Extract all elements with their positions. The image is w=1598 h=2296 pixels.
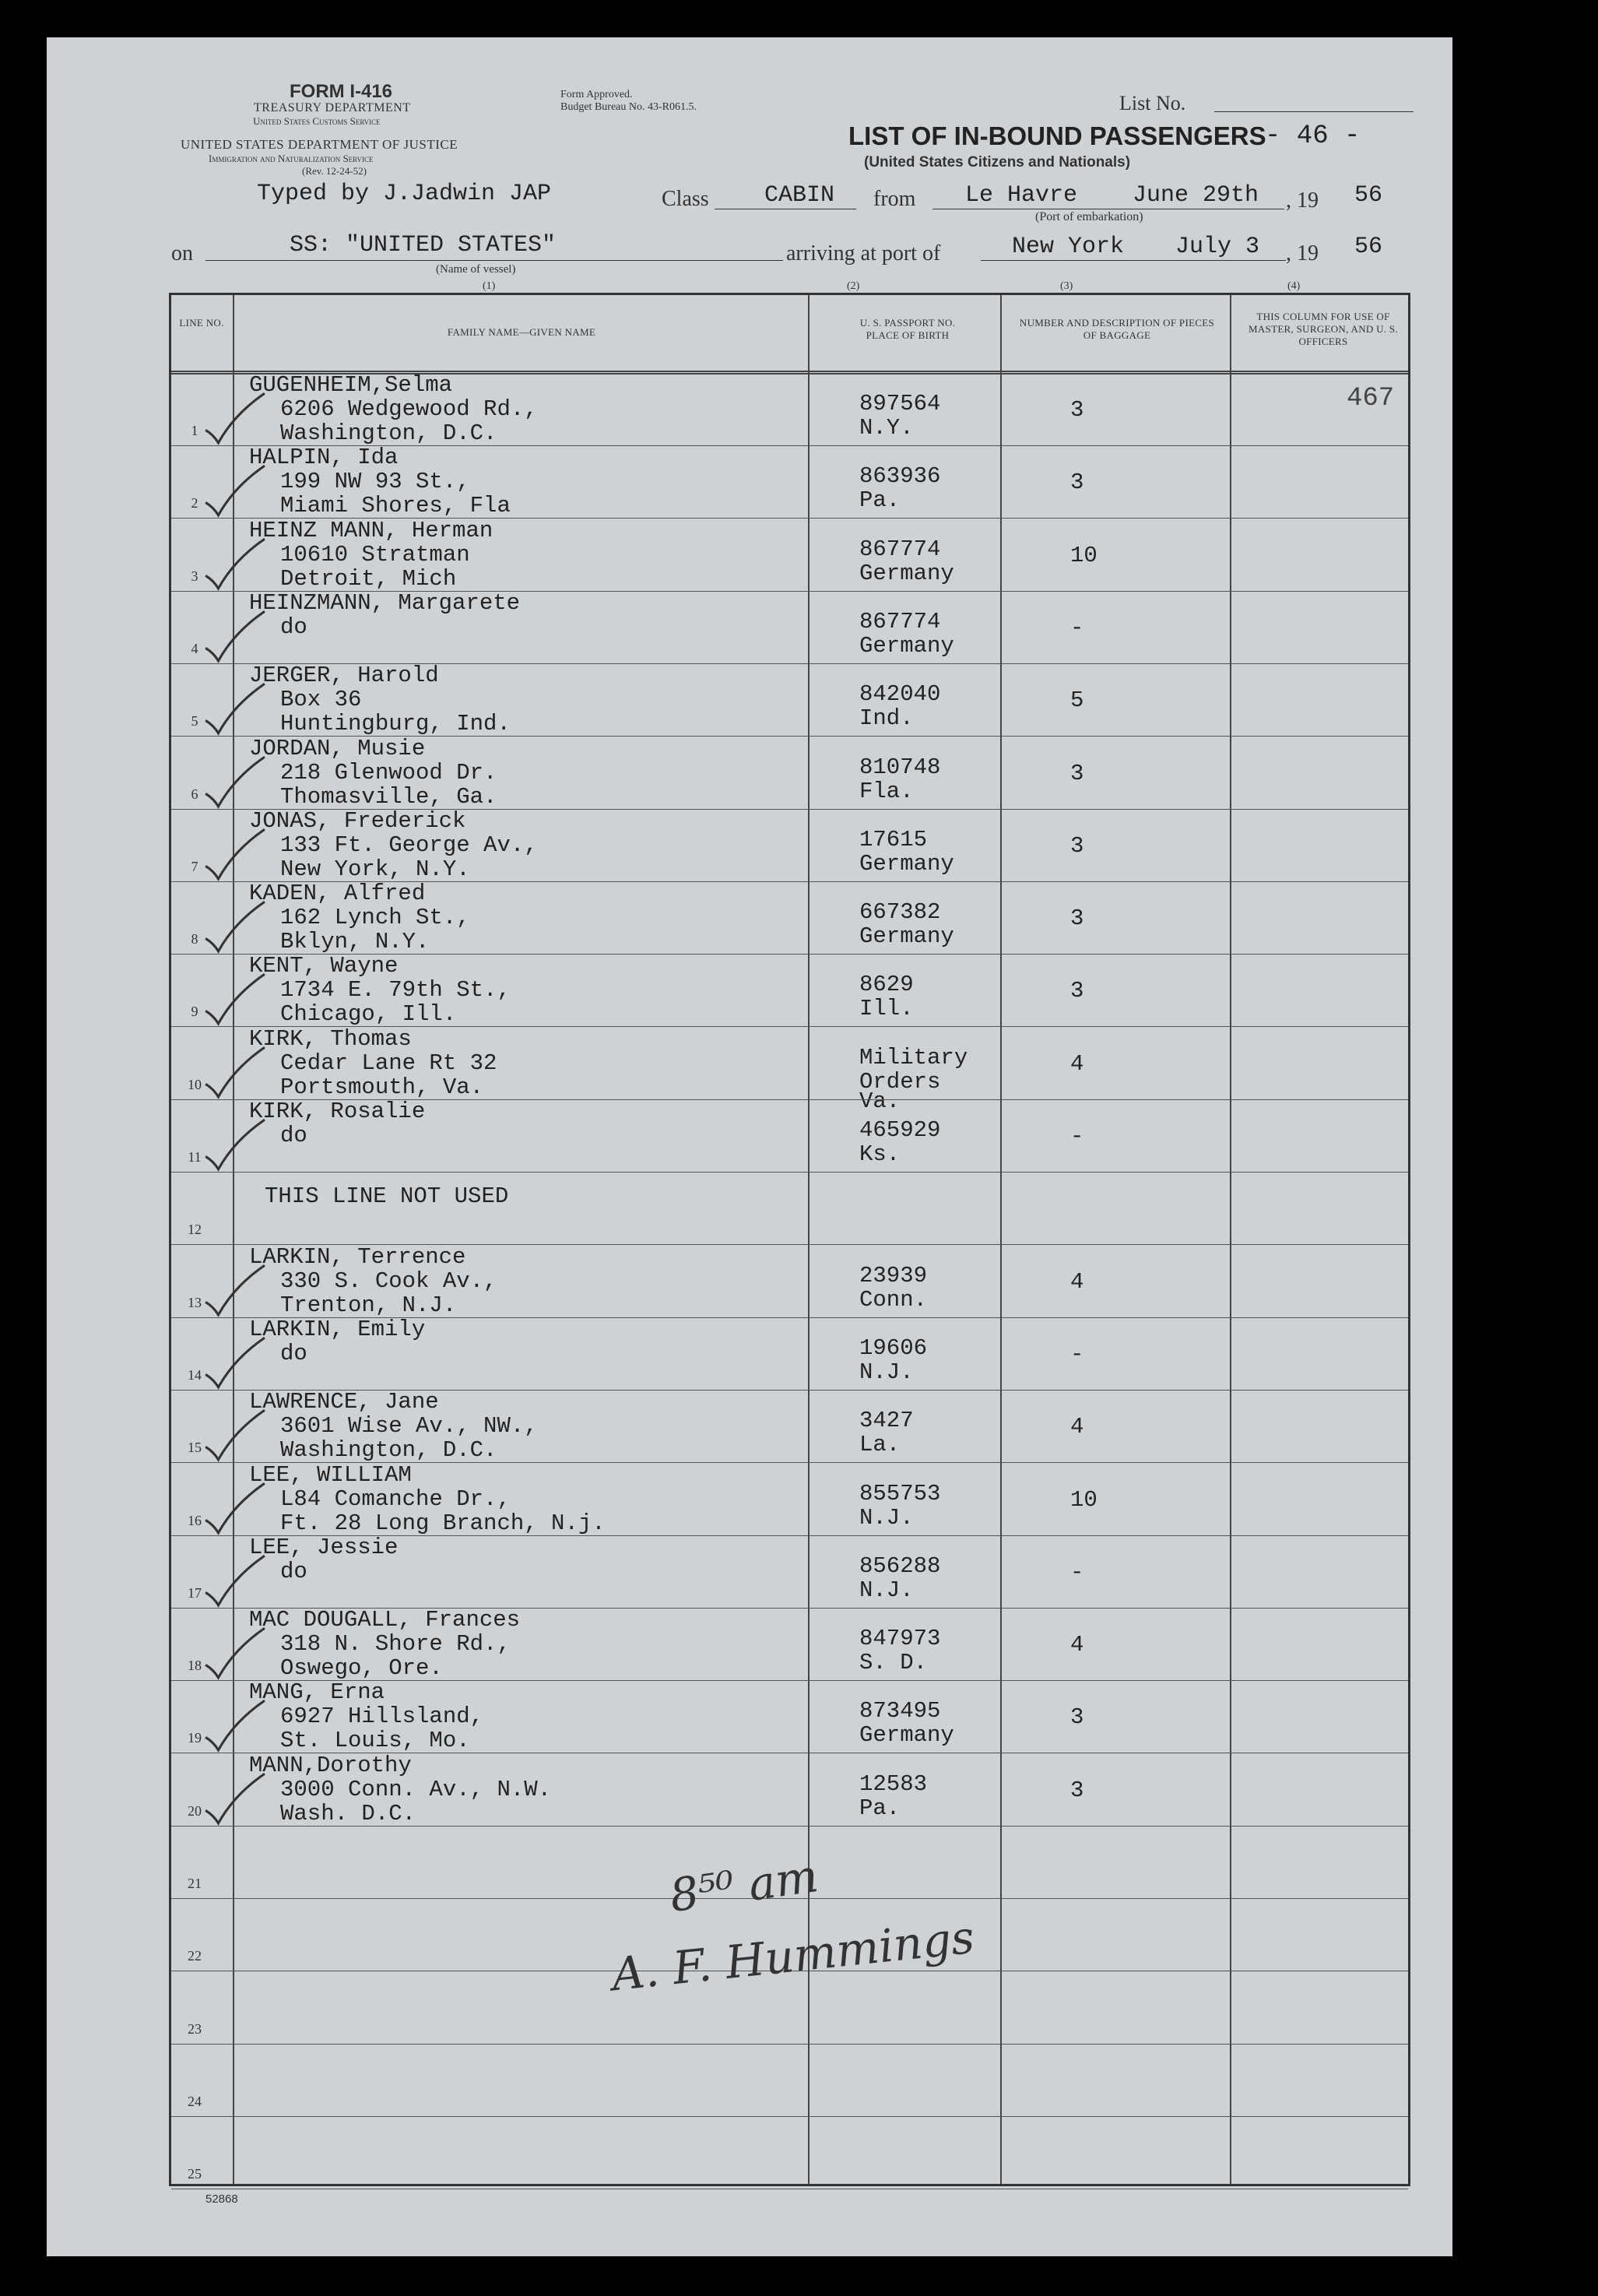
- birthplace: Ill.: [859, 996, 914, 1022]
- line-number: 20: [188, 1802, 202, 1819]
- passport-no: 12583: [859, 1770, 928, 1797]
- port-caption: (Port of embarkation): [1035, 210, 1143, 223]
- passenger-name: HEINZ MANN, Herman: [249, 517, 493, 543]
- vessel-underline: [205, 260, 783, 261]
- passenger-name: HALPIN, Ida: [249, 445, 399, 471]
- line-number: 12: [188, 1222, 202, 1238]
- table-row: [171, 1753, 1408, 1827]
- table-row: [171, 1099, 1408, 1173]
- passport-no: 810748: [859, 754, 941, 780]
- line-number: 13: [188, 1294, 202, 1310]
- checkmark-icon: [202, 390, 266, 446]
- passport-no: 867774: [859, 536, 941, 562]
- list-no-underline: [1214, 111, 1414, 112]
- table-row: [171, 519, 1408, 592]
- doj-label: UNITED STATES DEPARTMENT OF JUSTICE: [181, 137, 458, 152]
- checkmark-icon: [202, 680, 266, 737]
- checkmark-icon: [202, 462, 266, 519]
- col-number-2: (2): [847, 280, 860, 292]
- passenger-name: MANG, Erna: [249, 1679, 385, 1706]
- passport-no: Military: [859, 1044, 968, 1071]
- birthplace: N.J.: [859, 1359, 914, 1385]
- line-number: 14: [188, 1366, 202, 1383]
- passport-no: 856288: [859, 1552, 941, 1579]
- birthplace: N.Y.: [859, 415, 914, 441]
- checkmark-icon: [202, 1262, 266, 1318]
- passport-no: 897564: [859, 391, 941, 417]
- address-line-2: Chicago, Ill.: [280, 1001, 457, 1028]
- birthplace: N.J.: [859, 1577, 914, 1603]
- vessel-caption: (Name of vessel): [436, 263, 516, 276]
- address-line-1: 330 S. Cook Av.,: [280, 1268, 497, 1294]
- birthplace: Fla.: [859, 778, 914, 804]
- birthplace: Pa.: [859, 1795, 901, 1821]
- line-number: 11: [188, 1149, 202, 1165]
- passport-no: 465929: [859, 1117, 941, 1143]
- col-number-1: (1): [483, 280, 496, 292]
- header-name: FAMILY NAME—GIVEN NAME: [447, 326, 596, 338]
- passport-no: 667382: [859, 899, 941, 926]
- birthplace: Germany: [859, 923, 954, 950]
- budget-bureau: Budget Bureau No. 43-R061.5.: [560, 101, 697, 113]
- passenger-name: LEE, Jessie: [249, 1534, 399, 1560]
- line-number: 6: [191, 786, 198, 802]
- revision-label: (Rev. 12-24-52): [302, 165, 367, 177]
- table-row: [171, 1317, 1408, 1391]
- checkmark-icon: [202, 1116, 266, 1173]
- page-title: LIST OF IN-BOUND PASSENGERS: [848, 121, 1266, 150]
- checkmark-icon: [202, 826, 266, 882]
- table-row: [171, 445, 1408, 519]
- line-number: 18: [188, 1658, 202, 1674]
- checkmark-icon: [202, 898, 266, 955]
- baggage-count: 3: [1070, 1777, 1084, 1803]
- passenger-name: LARKIN, Emily: [249, 1316, 426, 1342]
- passenger-name: MANN,Dorothy: [249, 1752, 412, 1778]
- passport-no: 855753: [859, 1480, 941, 1507]
- address-line-1: 133 Ft. George Av.,: [280, 832, 538, 858]
- line-number: 16: [188, 1512, 202, 1528]
- table-row: [171, 1680, 1408, 1753]
- line-number: 15: [188, 1440, 202, 1456]
- line-number: 5: [191, 713, 198, 730]
- address-line-1: Box 36: [280, 687, 362, 713]
- list-no-label: List No.: [1119, 92, 1186, 114]
- passenger-name: THIS LINE NOT USED: [265, 1183, 509, 1210]
- customs-label: United States Customs Service: [253, 115, 381, 127]
- table-row: [171, 1390, 1408, 1463]
- birthplace: Germany: [859, 632, 954, 659]
- baggage-count: 4: [1070, 1268, 1084, 1295]
- checkmark-icon: [202, 754, 266, 810]
- baggage-count: 3: [1070, 1704, 1084, 1731]
- table-row: [171, 2116, 1408, 2189]
- checkmark-icon: [202, 1480, 266, 1536]
- from-year: 56: [1354, 182, 1383, 209]
- passenger-name: JERGER, Harold: [249, 663, 439, 689]
- arrival-year-prefix: , 19: [1286, 241, 1319, 265]
- checkmark-icon: [202, 1407, 266, 1463]
- address-line-1: 3000 Conn. Av., N.W.: [280, 1776, 552, 1802]
- treasury-label: TREASURY DEPARTMENT: [254, 101, 411, 114]
- line-number: 19: [188, 1730, 202, 1746]
- line-number: 24: [188, 2093, 202, 2109]
- checkmark-icon: [202, 1625, 266, 1681]
- checkmark-icon: [202, 1334, 266, 1391]
- ins-label: Immigration and Naturalization Service: [209, 153, 374, 164]
- vessel-name: SS: "UNITED STATES": [290, 232, 557, 258]
- arrival-port: New York: [1012, 234, 1125, 260]
- birthplace: N.J.: [859, 1504, 914, 1531]
- passport-no: 17615: [859, 826, 928, 853]
- address-line-2: Washington, D.C.: [280, 1437, 497, 1464]
- passenger-name: GUGENHEIM,Selma: [249, 372, 453, 398]
- address-line-1: do: [280, 1558, 307, 1584]
- passenger-name: KADEN, Alfred: [249, 881, 426, 907]
- address-line-1: 6206 Wedgewood Rd.,: [280, 396, 538, 422]
- table-row: [171, 1463, 1408, 1536]
- arrival-underline: [981, 260, 1286, 261]
- table-row: [171, 954, 1408, 1027]
- baggage-count: 4: [1070, 1632, 1084, 1658]
- baggage-count: -: [1070, 1341, 1084, 1367]
- arriving-label: arriving at port of: [786, 241, 941, 265]
- line-number: 23: [188, 2020, 202, 2037]
- address-line-2: Miami Shores, Fla: [280, 493, 511, 519]
- line-number: 8: [191, 931, 198, 948]
- checkmark-icon: [202, 536, 266, 592]
- baggage-count: -: [1070, 614, 1084, 641]
- passenger-name: KIRK, Rosalie: [249, 1099, 426, 1124]
- class-value: CABIN: [764, 182, 835, 209]
- birthplace: Pa.: [859, 487, 901, 514]
- passport-no: 873495: [859, 1698, 941, 1725]
- birthplace: Ind.: [859, 705, 914, 732]
- checkmark-icon: [202, 608, 266, 664]
- line-number: 25: [188, 2166, 202, 2182]
- passport-no: 19606: [859, 1334, 928, 1361]
- baggage-count: 4: [1070, 1050, 1084, 1077]
- on-label: on: [171, 241, 193, 265]
- table-row: [171, 1245, 1408, 1318]
- passenger-name: KENT, Wayne: [249, 953, 399, 979]
- handwritten-time: 8⁵⁰ am: [666, 1849, 822, 1922]
- address-line-2: New York, N.Y.: [280, 856, 470, 882]
- table-row: [171, 1608, 1408, 1681]
- page-subtitle: (United States Citizens and Nationals): [864, 154, 1131, 171]
- address-line-2: Detroit, Mich: [280, 565, 457, 592]
- line-number: 7: [191, 858, 198, 874]
- address-line-1: 10610 Stratman: [280, 541, 470, 568]
- address-line-1: do: [280, 1340, 307, 1366]
- address-line-1: 199 NW 93 St.,: [280, 469, 470, 495]
- baggage-count: -: [1070, 1123, 1084, 1149]
- baggage-count: 3: [1070, 469, 1084, 496]
- address-line-2: Thomasville, Ga.: [280, 783, 497, 810]
- address-line-1: 6927 Hillsland,: [280, 1704, 484, 1730]
- table-row: [171, 591, 1408, 664]
- birthplace: Germany: [859, 560, 954, 586]
- line-number: 17: [188, 1584, 202, 1601]
- address-line-1: Cedar Lane Rt 32: [280, 1050, 497, 1076]
- birthplace: Germany: [859, 1722, 954, 1749]
- header-passport: U. S. PASSPORT NO. PLACE OF BIRTH: [859, 317, 956, 341]
- form-number: FORM I-416: [290, 81, 393, 102]
- from-port: Le Havre: [965, 182, 1078, 209]
- from-label: from: [873, 187, 916, 211]
- passport-no: 842040: [859, 681, 941, 708]
- passport-no: 863936: [859, 463, 941, 490]
- birthplace: Germany: [859, 850, 954, 877]
- baggage-count: 10: [1070, 542, 1098, 568]
- checkmark-icon: [202, 1044, 266, 1100]
- passenger-name: JORDAN, Musie: [249, 735, 426, 761]
- col-number-3: (3): [1060, 280, 1073, 292]
- baggage-count: 5: [1070, 687, 1084, 714]
- checkmark-icon: [202, 1770, 266, 1827]
- baggage-count: 3: [1070, 905, 1084, 932]
- baggage-count: 3: [1070, 397, 1084, 423]
- baggage-count: -: [1070, 1559, 1084, 1585]
- baggage-count: 10: [1070, 1486, 1098, 1513]
- table-row: [171, 2044, 1408, 2117]
- passport-no: 23939: [859, 1262, 928, 1289]
- passenger-name: LAWRENCE, Jane: [249, 1389, 439, 1415]
- line-number: 21: [188, 1876, 202, 1891]
- passport-no: 3427: [859, 1408, 914, 1434]
- baggage-count: 3: [1070, 832, 1084, 859]
- passenger-name: MAC DOUGALL, Frances: [249, 1607, 521, 1633]
- passenger-name: KIRK, Thomas: [249, 1025, 412, 1052]
- arrival-date: July 3: [1175, 234, 1260, 260]
- passport-no: 8629: [859, 972, 914, 998]
- from-date: June 29th: [1133, 182, 1259, 209]
- address-line-2: Oswego, Ore.: [280, 1655, 443, 1682]
- passenger-name: HEINZMANN, Margarete: [249, 589, 521, 616]
- checkmark-icon: [202, 1552, 266, 1609]
- line-number: 1: [191, 423, 198, 438]
- address-line-1: do: [280, 1123, 307, 1148]
- address-line-2: Ft. 28 Long Branch, N.j.: [280, 1510, 606, 1536]
- birthplace: S. D.: [859, 1650, 928, 1676]
- birthplace: Orders: [859, 1068, 941, 1095]
- passenger-name: LARKIN, Terrence: [249, 1243, 466, 1270]
- officer-note: 467: [1347, 384, 1395, 413]
- passenger-name: JONAS, Frederick: [249, 807, 466, 834]
- line-number: 22: [188, 1948, 202, 1964]
- line-number: 10: [188, 1076, 202, 1092]
- birthplace: Ks.: [859, 1141, 901, 1167]
- line-number: 9: [191, 1004, 198, 1020]
- birthplace: Conn.: [859, 1286, 928, 1313]
- address-line-2: Washington, D.C.: [280, 420, 497, 446]
- checkmark-icon: [202, 971, 266, 1027]
- table-row: [171, 373, 1408, 446]
- address-line-2: Huntingburg, Ind.: [280, 711, 511, 737]
- address-line-1: 1734 E. 79th St.,: [280, 977, 511, 1004]
- address-line-1: L84 Comanche Dr.,: [280, 1486, 511, 1512]
- form-approved: Form Approved.: [560, 89, 633, 100]
- address-line-2: Bklyn, N.Y.: [280, 929, 430, 955]
- col-number-4: (4): [1287, 280, 1301, 292]
- baggage-count: 4: [1070, 1414, 1084, 1440]
- passenger-name: LEE, WILLIAM: [249, 1461, 412, 1488]
- address-line-1: do: [280, 614, 307, 640]
- birthplace: La.: [859, 1432, 901, 1458]
- address-line-2: Portsmouth, Va.: [280, 1074, 484, 1100]
- footer-code: 52868: [205, 2192, 238, 2206]
- table-row: [171, 663, 1408, 737]
- typed-by: Typed by J.Jadwin JAP: [257, 181, 552, 207]
- manifest-page: [47, 37, 1452, 2256]
- line-number: 4: [191, 640, 198, 656]
- header-officers: THIS COLUMN FOR USE OF MASTER, SURGEON, AND U. S. OFFICERS: [1249, 311, 1398, 347]
- baggage-count: 3: [1070, 978, 1084, 1004]
- table-row: [171, 1535, 1408, 1609]
- address-line-1: 3601 Wise Av., NW.,: [280, 1413, 538, 1440]
- page-number: - 46 -: [1265, 121, 1361, 151]
- header-baggage: NUMBER AND DESCRIPTION OF PIECES OF BAGGAGE: [1019, 317, 1215, 341]
- table-row: [171, 809, 1408, 882]
- arrival-year: 56: [1354, 234, 1383, 260]
- header-line-no: LINE NO.: [179, 317, 224, 329]
- birthplace-2: Va.: [859, 1088, 901, 1114]
- line-number: 3: [191, 568, 198, 584]
- passport-no: 867774: [859, 608, 941, 635]
- table-row: [171, 1172, 1408, 1245]
- address-line-2: St. Louis, Mo.: [280, 1728, 470, 1754]
- address-line-2: Trenton, N.J.: [280, 1292, 457, 1318]
- checkmark-icon: [202, 1697, 266, 1753]
- table-row: [171, 881, 1408, 955]
- from-year-prefix: , 19: [1286, 188, 1319, 213]
- address-line-1: 318 N. Shore Rd.,: [280, 1631, 511, 1658]
- table-row: [171, 737, 1408, 810]
- address-line-1: 162 Lynch St.,: [280, 905, 470, 931]
- address-line-1: 218 Glenwood Dr.: [280, 759, 497, 786]
- line-number: 2: [191, 495, 198, 512]
- address-line-2: Wash. D.C.: [280, 1800, 416, 1827]
- baggage-count: 3: [1070, 760, 1084, 786]
- class-label: Class: [662, 187, 709, 211]
- passport-no: 847973: [859, 1626, 941, 1652]
- handwritten-signature: A. F. Hummings: [609, 1910, 977, 2002]
